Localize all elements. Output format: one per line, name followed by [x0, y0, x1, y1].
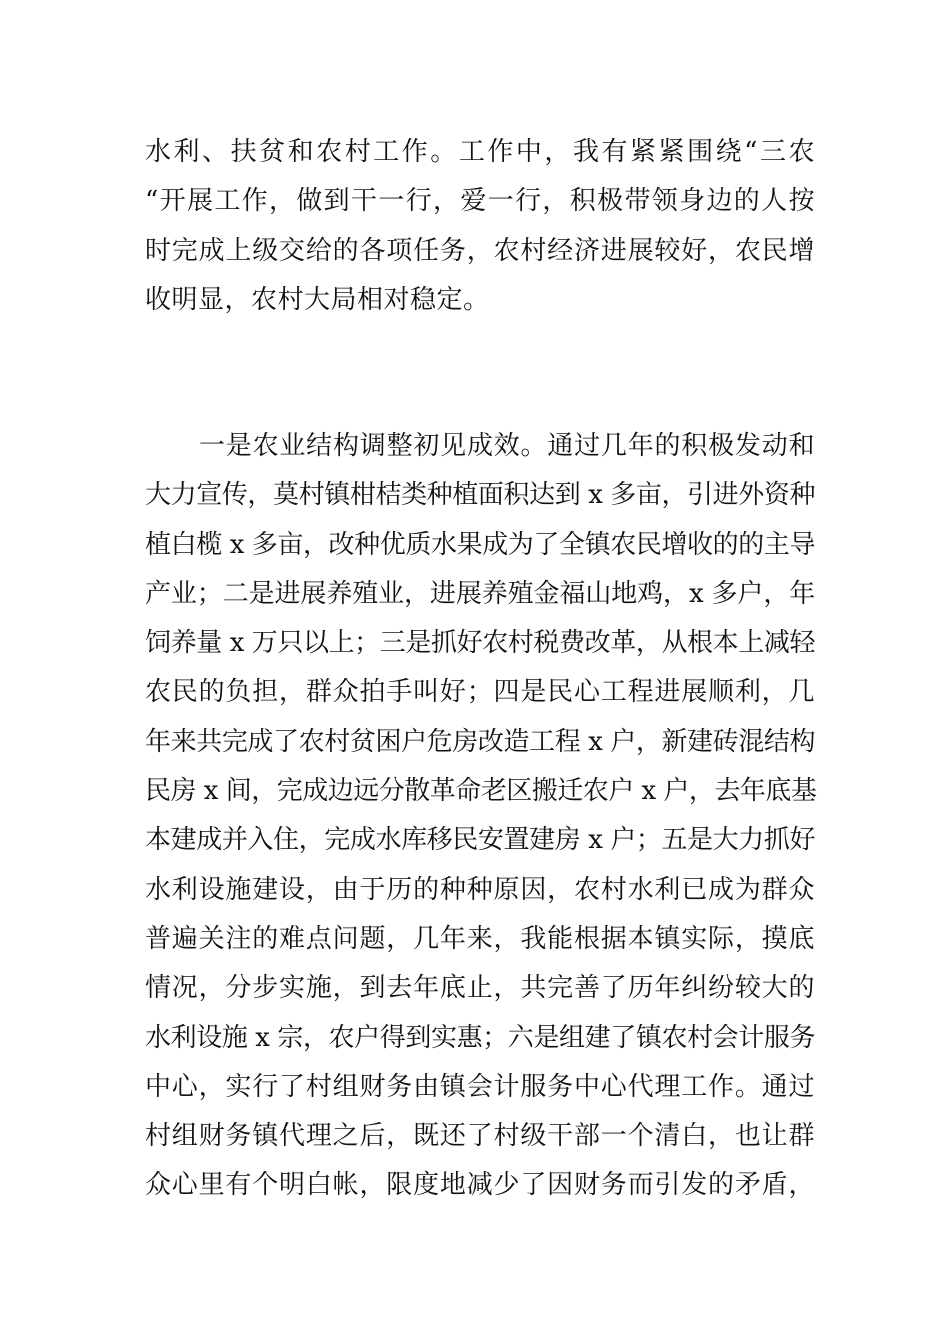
text-line: 产业；二是进展养殖业，进展养殖金福山地鸡，x 多户，年 — [145, 578, 815, 609]
text-line: 民房 x 间，完成边远分散革命老区搬迁农户 x 户，去年底基 — [145, 776, 817, 807]
text-line: 水利设施 x 宗，农户得到实惠；六是组建了镇农村会计服务 — [145, 1022, 815, 1053]
text-line: “开展工作，做到干一行，爱一行，积极带领身边的人按 — [145, 186, 815, 217]
paragraph-1 — [145, 128, 815, 325]
text-line: 饲养量 x 万只以上；三是抓好农村税费改革，从根本上减轻 — [145, 628, 815, 659]
text-line: 收明显，农村大局相对稳定。 — [145, 284, 490, 315]
text-line: 水利、扶贫和农村工作。工作中，我有紧紧围绕“三农 — [145, 137, 815, 167]
text-line: 村组财务镇代理之后，既还了村级干部一个清白，也让群 — [145, 1121, 815, 1152]
paragraph-2 — [145, 422, 815, 1211]
text-line: 年来共完成了农村贫困户危房改造工程 x 户，新建砖混结构 — [145, 726, 815, 757]
text-line: 植白榄 x 多亩，改种优质水果成为了全镇农民增收的的主导 — [145, 529, 815, 560]
text-line: 一是农业结构调整初见成效。通过几年的积极发动和 — [199, 431, 815, 461]
text-line: 大力宣传，莫村镇柑桔类种植面积达到 x 多亩，引进外资种 — [145, 480, 815, 511]
text-line: 本建成并入住，完成水库移民安置建房 x 户；五是大力抓好 — [145, 825, 815, 856]
text-line: 水利设施建设，由于历的种种原因，农村水利已成为群众 — [145, 874, 815, 905]
text-line: 情况，分步实施，到去年底止，共完善了历年纠纷较大的 — [145, 973, 815, 1004]
text-line: 中心，实行了村组财务由镇会计服务中心代理工作。通过 — [145, 1071, 815, 1102]
text-line: 农民的负担，群众拍手叫好；四是民心工程进展顺利，几 — [145, 677, 815, 708]
text-line: 众心里有个明白帐，限度地减少了因财务而引发的矛盾， — [145, 1170, 815, 1201]
text-line: 普遍关注的难点问题，几年来，我能根据本镇实际，摸底 — [145, 923, 815, 954]
text-line: 时完成上级交给的各项任务，农村经济进展较好，农民增 — [145, 235, 815, 266]
